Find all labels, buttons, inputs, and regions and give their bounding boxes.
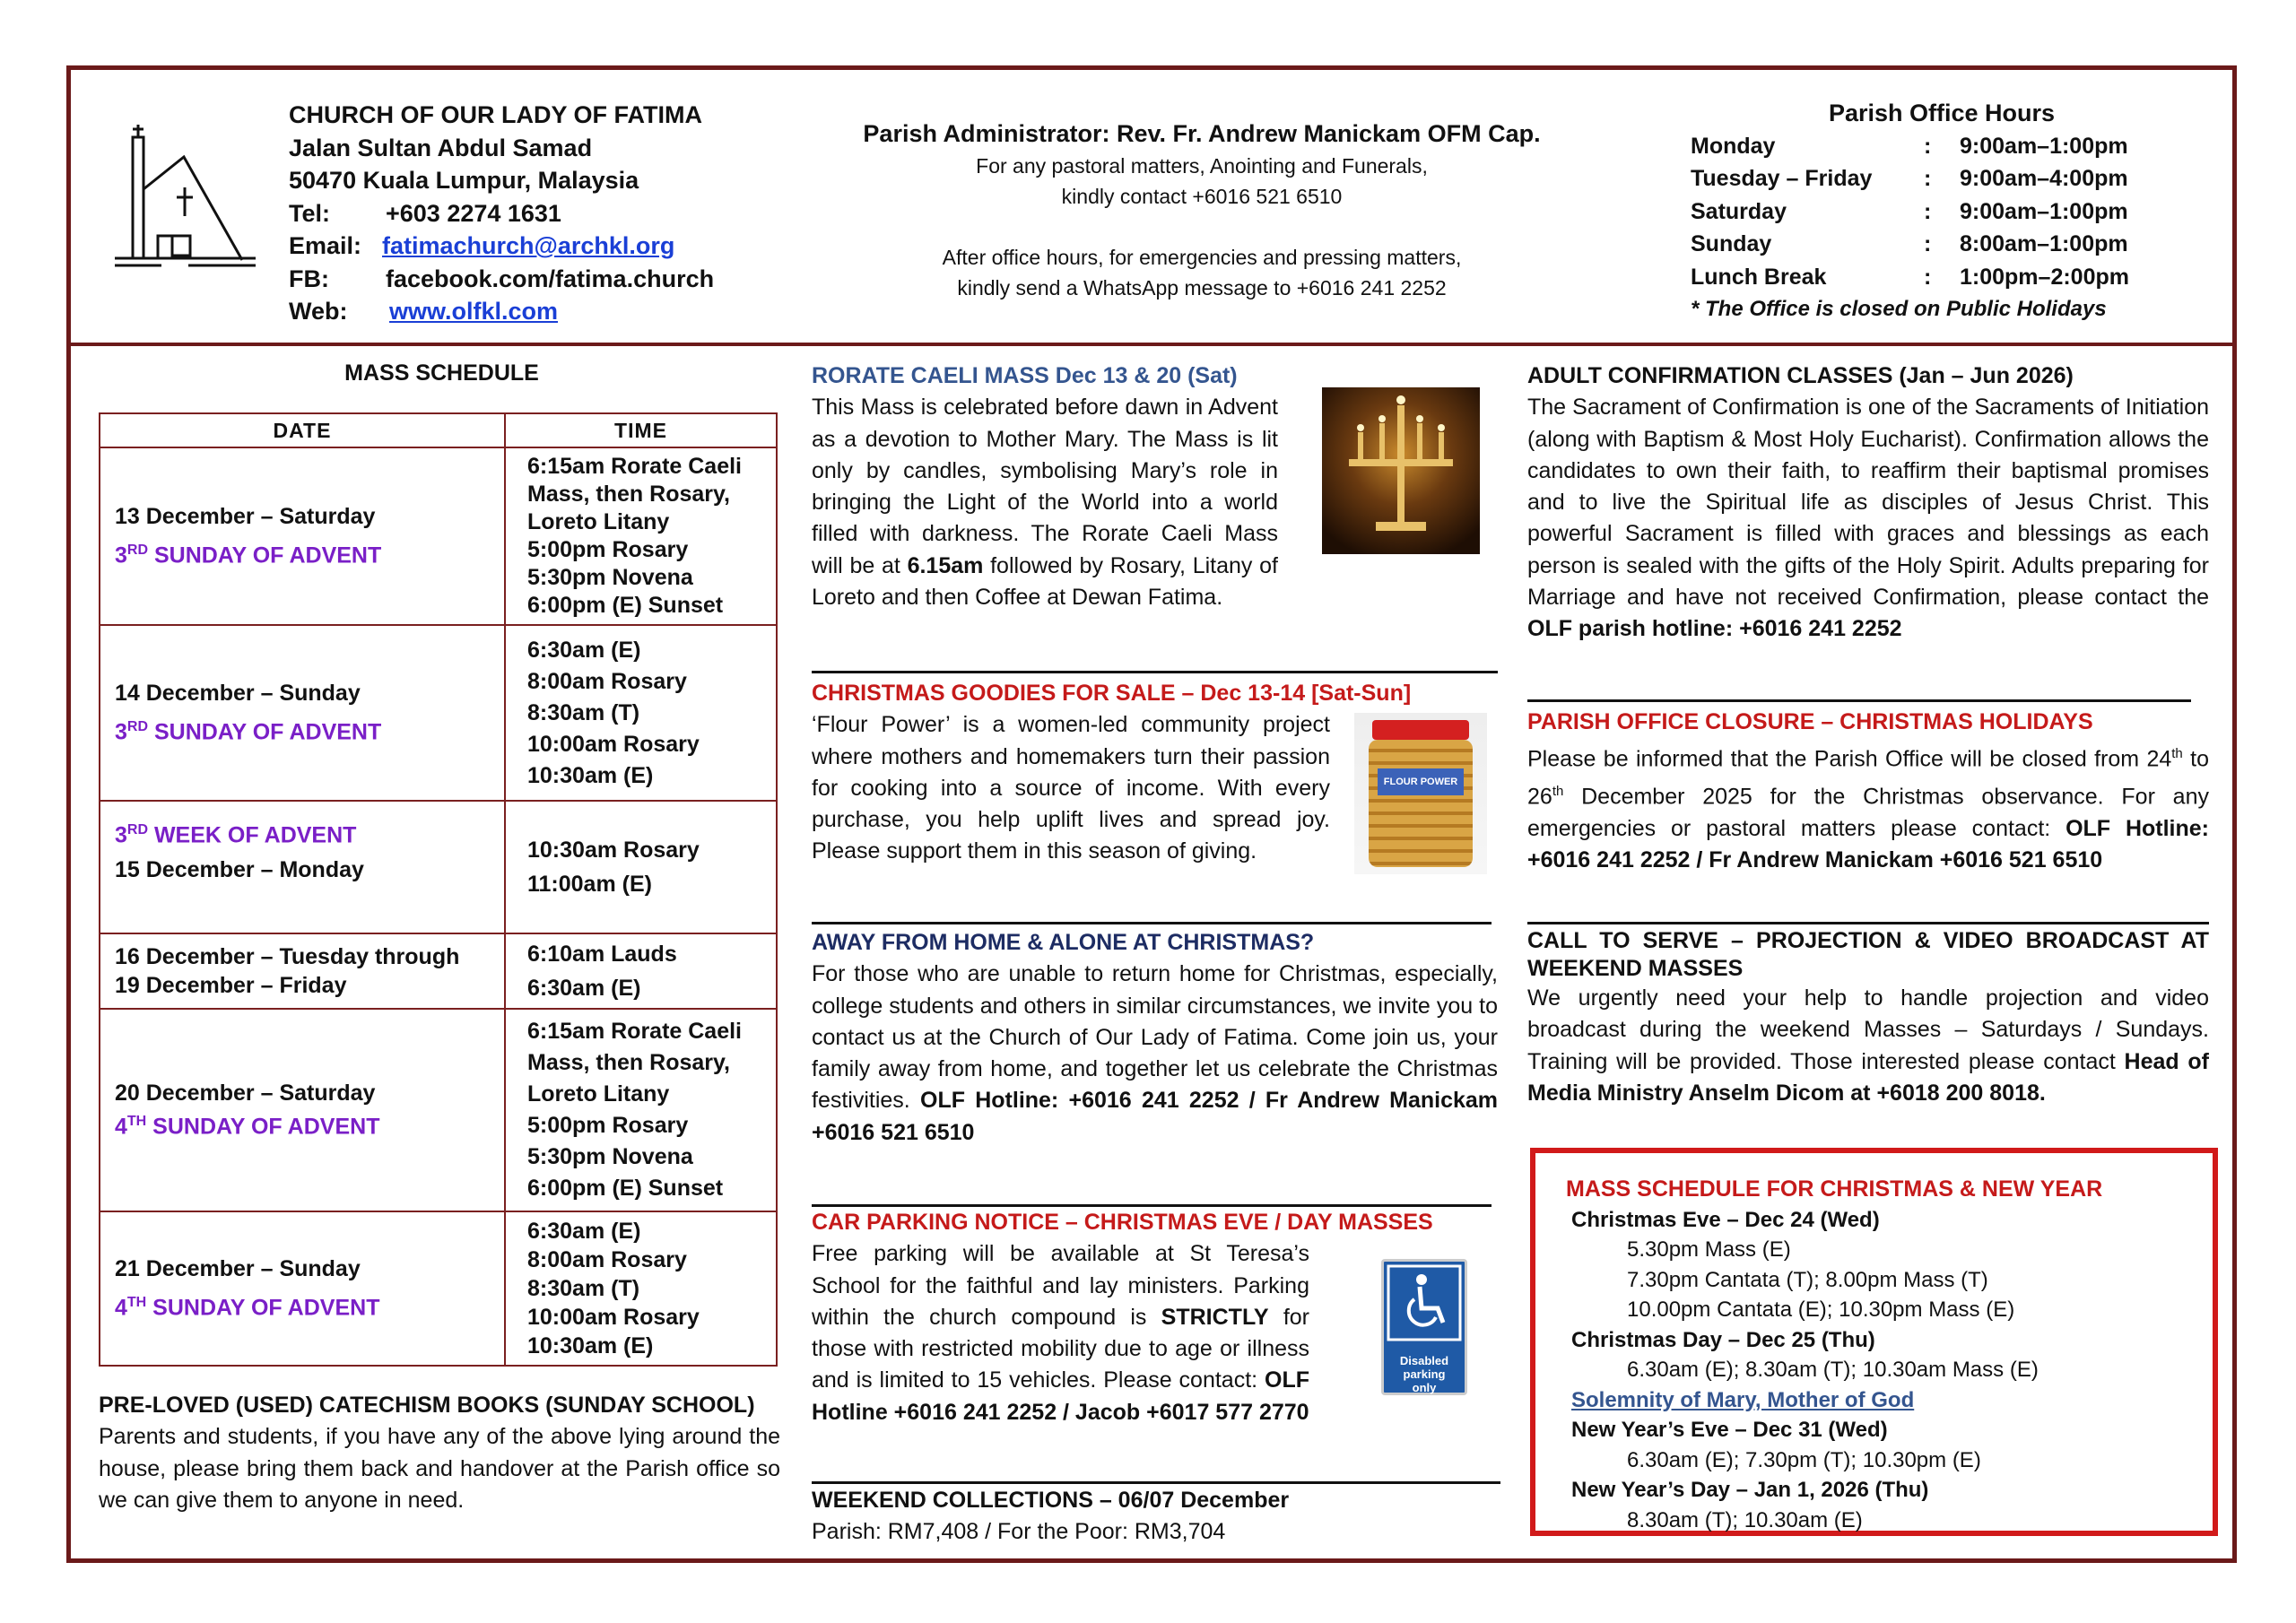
- mass-times: 6:30am (E) 8:00am Rosary 8:30am (T) 10:00am Rosary 10:30am (E): [505, 1211, 777, 1366]
- mass-date: 13 December – Saturday: [115, 504, 376, 530]
- christmas-day-heading: Christmas Day – Dec 25 (Thu): [1571, 1327, 1875, 1352]
- liturgical-week: 3RD WEEK OF ADVENT: [115, 822, 357, 848]
- office-day: Saturday: [1691, 198, 1787, 224]
- liturgical-day: 3RD SUNDAY OF ADVENT: [115, 542, 382, 568]
- parking-title: CAR PARKING NOTICE – CHRISTMAS EVE / DAY MASSES: [812, 1210, 1433, 1235]
- candles-icon: [1322, 387, 1480, 554]
- section-divider: [1527, 922, 2209, 924]
- admin-line3: After office hours, for emergencies and pressing matters,: [942, 246, 1462, 269]
- section-divider: [812, 1481, 1500, 1484]
- closure-title: PARISH OFFICE CLOSURE – CHRISTMAS HOLIDAYS: [1527, 709, 2093, 734]
- office-colon: :: [1924, 133, 1932, 159]
- schedule-line: 10.00pm Cantata (E); 10.30pm Mass (E): [1627, 1298, 2015, 1322]
- table-row: [100, 1211, 777, 1366]
- mass-times: 6:10am Lauds 6:30am (E): [505, 933, 777, 1009]
- mass-date: 14 December – Sunday: [115, 681, 361, 707]
- parish-administrator: [807, 118, 1596, 303]
- fb-value: facebook.com/fatima.church: [386, 265, 715, 292]
- new-years-day-heading: New Year’s Day – Jan 1, 2026 (Thu): [1571, 1478, 1929, 1502]
- mass-date: 19 December – Friday: [115, 973, 347, 998]
- goodies-body: ‘Flour Power’ is a women-led community project where mothers and homemakers turn their passion for cooking into a source of income. With every purchase, you help uplift lives and spread joy. Please support them in this season of giving.: [812, 712, 1330, 864]
- table-row: [100, 447, 777, 625]
- catechism-body: Parents and students, if you have any of the above lying around the house, please bring them back and handover at the Parish office so we can give them to anyone in need.: [99, 1424, 780, 1513]
- church-info: [289, 99, 791, 328]
- email-link[interactable]: fatimachurch@archkl.org: [382, 232, 675, 259]
- catechism-title: PRE-LOVED (USED) CATECHISM BOOKS (SUNDAY SCHOOL): [99, 1393, 755, 1418]
- serve-title: CALL TO SERVE – PROJECTION & VIDEO BROADCAST AT WEEKEND MASSES: [1527, 928, 2209, 981]
- admin-line2: kindly contact +6016 521 6510: [1061, 185, 1343, 208]
- mass-date: 15 December – Monday: [115, 856, 364, 882]
- serve-notice: [1527, 927, 2209, 1109]
- liturgical-day: 4TH SUNDAY OF ADVENT: [115, 1295, 380, 1321]
- schedule-line: 6.30am (E); 8.30am (T); 10.30am Mass (E): [1627, 1358, 2039, 1382]
- office-time: 8:00am–1:00pm: [1960, 231, 2128, 256]
- mass-date: 20 December – Saturday: [115, 1081, 376, 1107]
- office-colon: :: [1924, 198, 1932, 224]
- office-day: Sunday: [1691, 231, 1772, 256]
- jar-label: FLOUR POWER: [1378, 768, 1464, 795]
- office-day: Lunch Break: [1691, 264, 1827, 290]
- collections-title: WEEKEND COLLECTIONS – 06/07 December: [812, 1488, 1290, 1513]
- collections-notice: [812, 1485, 1498, 1549]
- schedule-line: 7.30pm Cantata (T); 8.00pm Mass (T): [1627, 1267, 1988, 1292]
- closure-body: Please be informed that the Parish Office will be closed from 24th to 26th December 2025 for the Christmas observance. For any emergencies or pastoral matters please contact: OLF Hotline: +6016 241 2252 / Fr Andrew Manickam +6016 521 6510: [1527, 746, 2209, 872]
- tel-label: Tel:: [289, 199, 330, 227]
- church-name: CHURCH OF OUR LADY OF FATIMA: [289, 101, 702, 128]
- section-divider: [1527, 699, 2191, 702]
- mass-times: 10:30am Rosary 11:00am (E): [505, 801, 777, 933]
- mass-date: 16 December – Tuesday through: [115, 944, 460, 969]
- admin-line1: For any pastoral matters, Anointing and Funerals,: [976, 154, 1428, 178]
- mass-times: 6:15am Rorate Caeli Mass, then Rosary, Loreto Litany 5:00pm Rosary 5:30pm Novena 6:00pm (E) Sunset: [505, 447, 777, 625]
- confirmation-notice: [1527, 360, 2209, 646]
- mass-date: 21 December – Sunday: [115, 1256, 361, 1282]
- office-hours: [1691, 97, 2193, 326]
- closure-notice: [1527, 707, 2209, 876]
- collections-body: Parish: RM7,408 / For the Poor: RM3,704: [812, 1519, 1226, 1545]
- office-day: Tuesday – Friday: [1691, 166, 1873, 191]
- office-colon: :: [1924, 166, 1932, 191]
- web-label: Web:: [289, 298, 348, 325]
- schedule-line: 5.30pm Mass (E): [1627, 1237, 1791, 1262]
- schedule-line: 6.30am (E); 7.30pm (T); 10.30pm (E): [1627, 1447, 1981, 1472]
- church-logo-icon: [108, 121, 260, 273]
- section-divider: [812, 671, 1498, 673]
- mass-times: 6:15am Rorate Caeli Mass, then Rosary, Loreto Litany 5:00pm Rosary 5:30pm Novena 6:00pm (E) Sunset: [505, 1009, 777, 1211]
- office-time: 9:00am–1:00pm: [1960, 133, 2128, 159]
- header-divider: [71, 343, 2232, 346]
- office-note: * The Office is closed on Public Holidays: [1691, 297, 2107, 321]
- church-address-line1: Jalan Sultan Abdul Samad: [289, 134, 593, 161]
- table-row: [100, 625, 777, 801]
- admin-line4: kindly send a WhatsApp message to +6016 241 2252: [957, 276, 1447, 299]
- confirmation-title: ADULT CONFIRMATION CLASSES (Jan – Jun 2026): [1527, 363, 2074, 388]
- christmas-schedule-title: MASS SCHEDULE FOR CHRISTMAS & NEW YEAR: [1566, 1176, 2103, 1202]
- rorate-body: This Mass is celebrated before dawn in Advent as a devotion to Mother Mary. The Mass is lit only by candles, symbolising Mary’s role in bringing the Light of the World into a world filled with darkness. The Rorate Caeli Mass will be at 6.15am followed by Rosary, Litany of Loreto and then Coffee at Dewan Fatima.: [812, 395, 1278, 611]
- admin-title: Parish Administrator: Rev. Fr. Andrew Manickam OFM Cap.: [863, 120, 1541, 147]
- disabled-parking-sign: [1381, 1259, 1467, 1395]
- table-row: [100, 801, 777, 933]
- office-hours-title: Parish Office Hours: [1828, 100, 2056, 126]
- new-years-eve-heading: New Year’s Eve – Dec 31 (Wed): [1571, 1418, 1888, 1442]
- office-time: 1:00pm–2:00pm: [1960, 264, 2129, 290]
- liturgical-day: 4TH SUNDAY OF ADVENT: [115, 1114, 380, 1140]
- church-address-line2: 50470 Kuala Lumpur, Malaysia: [289, 167, 639, 194]
- rorate-title: RORATE CAELI MASS Dec 13 & 20 (Sat): [812, 363, 1238, 388]
- time-column-header: TIME: [505, 413, 777, 447]
- cookie-jar-icon: [1369, 740, 1473, 867]
- away-body: For those who are unable to return home for Christmas, especially, college students and others in similar circumstances, we invite you to contact us at the Church of Our Lady of Fatima. Come join us, your family away from home, and together let us celebrate the Christmas festivities. OLF Hotline: +6016 241 2252 / Fr Andrew Manickam +6016 521 6510: [812, 961, 1499, 1145]
- serve-body: We urgently need your help to handle projection and video broadcast during the weekend Masses – Saturdays / Sundays. Training will be provided. Those interested please contact Head of Media Ministry Anselm Dicom at +6018 200 8018.: [1527, 985, 2209, 1106]
- section-divider: [812, 922, 1492, 924]
- mass-times: 6:30am (E) 8:00am Rosary 8:30am (T) 10:00am Rosary 10:30am (E): [505, 625, 777, 801]
- date-column-header: DATE: [100, 413, 505, 447]
- away-title: AWAY FROM HOME & ALONE AT CHRISTMAS?: [812, 930, 1315, 955]
- christmas-schedule-box: [1530, 1148, 2218, 1536]
- tel-value: +603 2274 1631: [386, 199, 561, 227]
- office-time: 9:00am–1:00pm: [1960, 198, 2128, 224]
- table-row: [100, 933, 777, 1009]
- email-label: Email:: [289, 232, 362, 259]
- goodies-title: CHRISTMAS GOODIES FOR SALE – Dec 13-14 [Sat-Sun]: [812, 681, 1412, 706]
- catechism-notice: [99, 1390, 780, 1516]
- confirmation-body: The Sacrament of Confirmation is one of the Sacraments of Initiation (along with Baptism & Most Holy Eucharist). Confirmation allows the candidates to own their faith, to reaffirm their baptismal promises and to live the Spiritual life as disciples of Jesus Christ. This powerful Sacrament is filled with graces and blessings as each person is sealed with the gifts of the Holy Spirit. Adults preparing for Marriage and have not received Confirmation, please contact the OLF parish hotline: +6016 241 2252: [1527, 395, 2209, 642]
- candles-photo: [1322, 387, 1480, 554]
- wheelchair-icon: [1384, 1262, 1465, 1344]
- sign-label: Disabled parking only: [1399, 1354, 1449, 1394]
- parking-body: Free parking will be available at St Teresa’s School for the faithful and lay ministers. Parking within the church compound is STRICTLY for those with restricted mobility due to age or illness and is limited to 15 vehicles. Please contact: OLF Hotline +6016 241 2252 / Jacob +6017 577 2770: [812, 1241, 1309, 1425]
- fb-label: FB:: [289, 265, 329, 292]
- flour-power-jar-photo: [1354, 713, 1487, 874]
- office-time: 9:00am–4:00pm: [1960, 166, 2128, 191]
- solemnity-link[interactable]: Solemnity of Mary, Mother of God: [1571, 1387, 1915, 1412]
- office-colon: :: [1924, 264, 1932, 290]
- web-link[interactable]: www.olfkl.com: [389, 298, 559, 325]
- liturgical-day: 3RD SUNDAY OF ADVENT: [115, 719, 382, 745]
- mass-schedule-table: [99, 412, 778, 1367]
- away-notice: [812, 927, 1498, 1149]
- schedule-line: 8.30am (T); 10.30am (E): [1627, 1507, 1863, 1532]
- christmas-eve-heading: Christmas Eve – Dec 24 (Wed): [1571, 1207, 1880, 1232]
- jar-lid-icon: [1372, 720, 1469, 740]
- office-day: Monday: [1691, 133, 1776, 159]
- table-row: [100, 1009, 777, 1211]
- office-colon: :: [1924, 231, 1932, 256]
- mass-schedule-title: MASS SCHEDULE: [344, 360, 539, 386]
